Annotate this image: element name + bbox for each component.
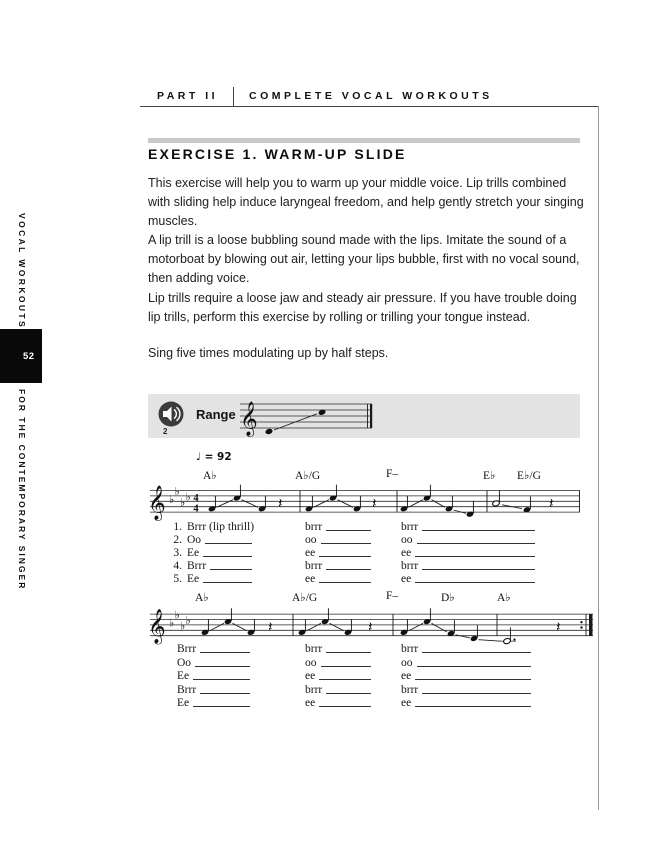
lyric-cell: ee bbox=[401, 696, 531, 709]
chord-symbol: F– bbox=[386, 468, 399, 480]
lyric-cell: oo bbox=[401, 533, 535, 546]
exercise-title: EXERCISE 1. WARM-UP SLIDE bbox=[148, 146, 407, 162]
lyric-cell: Ee bbox=[177, 696, 250, 709]
lyric-cell: ee bbox=[305, 572, 371, 585]
lyric-cell: ee bbox=[401, 669, 531, 682]
lyric-cell: brrr bbox=[305, 559, 371, 572]
lyric-cell: 2. Oo bbox=[168, 533, 252, 546]
treble-clef-icon: 𝄞 bbox=[148, 485, 166, 521]
time-signature-bottom: 4 bbox=[193, 503, 199, 515]
range-staff bbox=[235, 398, 455, 438]
lyric-cell: brrr bbox=[305, 520, 371, 533]
tempo-marking: ♩ = 92 bbox=[196, 451, 232, 463]
quarter-rest-icon: 𝄽 bbox=[372, 494, 377, 513]
header-section: COMPLETE VOCAL WORKOUTS bbox=[249, 90, 493, 102]
treble-clef-icon: 𝄞 bbox=[148, 609, 166, 644]
header-rule bbox=[140, 106, 598, 107]
lyric-cell: ee bbox=[401, 572, 535, 585]
chord-symbol: D♭ bbox=[441, 592, 455, 604]
lyric-cell: Brrr bbox=[177, 642, 250, 655]
music-staff-1 bbox=[145, 483, 605, 525]
header-divider bbox=[233, 87, 234, 106]
sidebar-bottom-label: FOR THE CONTEMPORARY SINGER bbox=[17, 389, 27, 591]
chord-symbol: F– bbox=[386, 590, 399, 602]
repeat-dots bbox=[580, 621, 582, 623]
lyric-cell: oo bbox=[305, 656, 371, 669]
page-number: 52 bbox=[23, 350, 35, 362]
lyric-cell: Brrr bbox=[177, 683, 250, 696]
quarter-rest-icon: 𝄽 bbox=[268, 618, 273, 636]
sidebar-top-label: VOCAL WORKOUTS bbox=[17, 213, 27, 330]
flat-icon: ♭ bbox=[180, 619, 186, 633]
tempo-note-icon: ♩ bbox=[196, 451, 201, 463]
quarter-rest-icon: 𝄽 bbox=[368, 618, 373, 636]
page-number-box bbox=[0, 329, 42, 383]
lyric-cell: brrr bbox=[401, 559, 535, 572]
paragraph-3: Lip trills require a loose jaw and steady air pressure. If you have trouble doing lip trills, perform this exercise by rolling or trilling your tongue instead. bbox=[148, 291, 577, 324]
flat-icon: ♭ bbox=[185, 614, 191, 628]
flat-icon: ♭ bbox=[185, 490, 191, 504]
lyric-cell: 3. Ee bbox=[168, 546, 252, 559]
chord-symbol: A♭ bbox=[497, 592, 511, 604]
chord-symbol: A♭ bbox=[203, 470, 217, 482]
lyric-cell: brrr bbox=[401, 642, 531, 655]
quarter-rest-icon: 𝄽 bbox=[278, 494, 283, 513]
flat-icon: ♭ bbox=[169, 616, 175, 630]
flat-icon: ♭ bbox=[174, 608, 180, 622]
chord-symbol: A♭/G bbox=[292, 592, 318, 604]
speaker-icon bbox=[155, 399, 189, 435]
lyric-cell: brrr bbox=[401, 683, 531, 696]
lyric-cell: ee bbox=[305, 546, 371, 559]
flat-icon: ♭ bbox=[174, 485, 180, 498]
lyric-cell: Ee bbox=[177, 669, 250, 682]
audio-track-number: 2 bbox=[163, 427, 168, 436]
lyric-cell: 4. Brrr bbox=[168, 559, 252, 572]
quarter-rest-icon: 𝄽 bbox=[556, 618, 561, 636]
flat-icon: ♭ bbox=[169, 493, 175, 506]
final-barline bbox=[589, 614, 593, 636]
lyric-cell: brrr bbox=[305, 642, 371, 655]
paragraph-1: This exercise will help you to warm up your middle voice. Lip trills combined with sliding help induce laryngeal freedom, and help gently stretch your singing muscles. bbox=[148, 176, 584, 228]
quarter-rest-icon: 𝄽 bbox=[549, 494, 554, 513]
chord-symbol: A♭ bbox=[195, 592, 209, 604]
header-part: PART II bbox=[157, 90, 219, 102]
lyric-cell: brrr bbox=[401, 520, 535, 533]
paragraph-2: A lip trill is a loose bubbling sound made with the lips. Imitate the sound of a motorboat by blowing out air, letting your lips bubble, first with no vocal sound, then adding voice. bbox=[148, 233, 580, 285]
lyric-cell: ee bbox=[305, 669, 371, 682]
chord-symbol: E♭/G bbox=[517, 470, 541, 482]
chord-symbol: E♭ bbox=[483, 470, 496, 482]
lyric-cell: 5. Ee bbox=[168, 572, 252, 585]
treble-clef-icon: 𝄞 bbox=[240, 401, 258, 437]
time-signature-top: 4 bbox=[193, 492, 199, 504]
lyric-cell: 1. Brrr (lip thrill) bbox=[173, 521, 255, 533]
paragraph-4: Sing five times modulating up by half steps. bbox=[148, 346, 389, 360]
range-label: Range bbox=[196, 407, 236, 422]
lyric-cell: brrr bbox=[305, 683, 371, 696]
title-accent-bar bbox=[148, 138, 580, 143]
lyric-cell: Oo bbox=[177, 656, 250, 669]
lyric-cell: ee bbox=[401, 546, 535, 559]
flat-icon: ♭ bbox=[180, 496, 186, 509]
lyric-cell: oo bbox=[305, 533, 371, 546]
lyric-cell: oo bbox=[401, 656, 531, 669]
chord-symbol: A♭/G bbox=[295, 470, 321, 482]
right-margin-rule bbox=[598, 106, 599, 810]
lyric-cell: ee bbox=[305, 696, 371, 709]
